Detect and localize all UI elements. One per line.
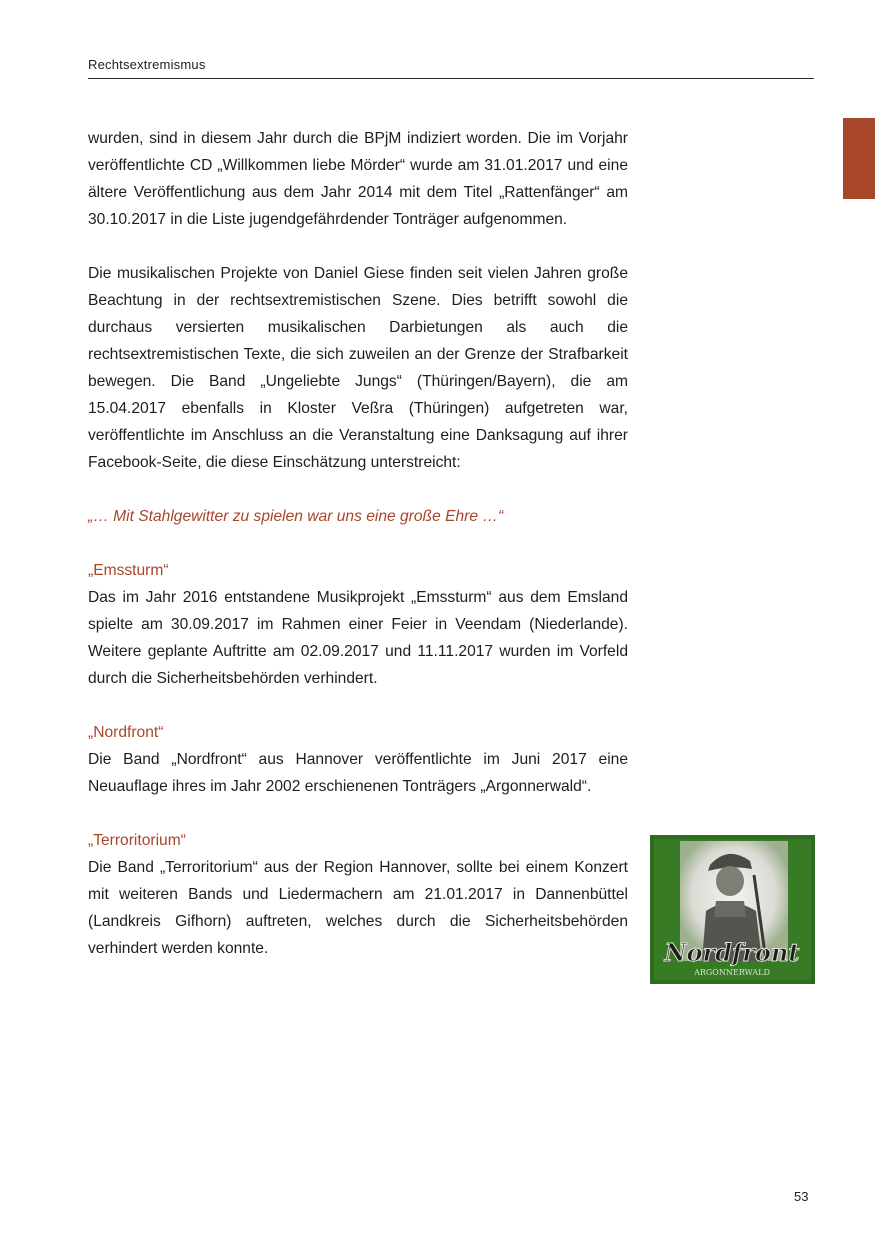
heading-nordfront: „Nordfront“	[88, 724, 164, 741]
chapter-tab-marker	[843, 118, 875, 199]
running-header: Rechtsextremismus	[88, 57, 206, 72]
album-title: ARGONNERWALD	[694, 968, 770, 977]
facebook-quote: „… Mit Stahlgewitter zu spielen war uns eine große Ehre …“	[88, 508, 504, 525]
paragraph-emssturm: Das im Jahr 2016 entstandene Musikprojekt „Emssturm“ aus dem Emsland spielte am 30.09.2017 im Rahmen einer Feier in Veendam (Niederlande). Weitere geplante Auftritte am 02.09.2017 und 11.11.2017 wurden im Vorfeld durch die Sicherheitsbehörden verhindert.	[88, 589, 628, 687]
paragraph-nordfront: Die Band „Nordfront“ aus Hannover veröffentlichte im Juni 2017 eine Neuauflage ihres im Jahr 2002 erschienenen Tonträgers „Argonnerwald“.	[88, 751, 628, 795]
heading-emssturm: „Emssturm“	[88, 562, 169, 579]
heading-terroritorium: „Terroritorium“	[88, 832, 186, 849]
album-cover-image	[650, 835, 815, 984]
paragraph-terroritorium: Die Band „Terroritorium“ aus der Region Hannover, sollte bei einem Konzert mit weiteren Bands und Liedermachern am 21.01.2017 in Dannenbüttel (Landkreis Gifhorn) auftreten, welches durch die Sicherheitsbehörden verhindert werden konnte.	[88, 859, 628, 957]
paragraph-giese: Die musikalischen Projekte von Daniel Giese finden seit vielen Jahren große Beachtung in der rechtsextremistischen Szene. Dies betrifft sowohl die durchaus versierten musikalischen Darbietungen als auch die rechtsextremistischen Texte, die sich zuweilen an der Grenze der Strafbarkeit bewegen. Die Band „Ungeliebte Jungs“ (Thüringen/Bayern), die am 15.04.2017 ebenfalls in Kloster Veßra (Thüringen) aufgetreten war, veröffentlichte im Anschluss an die Veranstaltung eine Danksagung auf ihrer Facebook-Seite, die diese Einschätzung unterstreicht:	[88, 265, 628, 471]
paragraph-intro: wurden, sind in diesem Jahr durch die BPjM indiziert worden. Die im Vorjahr veröffentlichte CD „Willkommen liebe Mörder“ wurde am 31.01.2017 und eine ältere Veröffentlichung aus dem Jahr 2014 mit dem Titel „Rattenfänger“ am 30.10.2017 in die Liste jugendgefährdender Tonträger aufgenommen.	[88, 130, 628, 228]
page-number: 53	[794, 1189, 809, 1204]
album-band-name: Nordfront	[664, 938, 800, 967]
header-divider	[88, 78, 814, 79]
main-text-column	[88, 125, 628, 962]
